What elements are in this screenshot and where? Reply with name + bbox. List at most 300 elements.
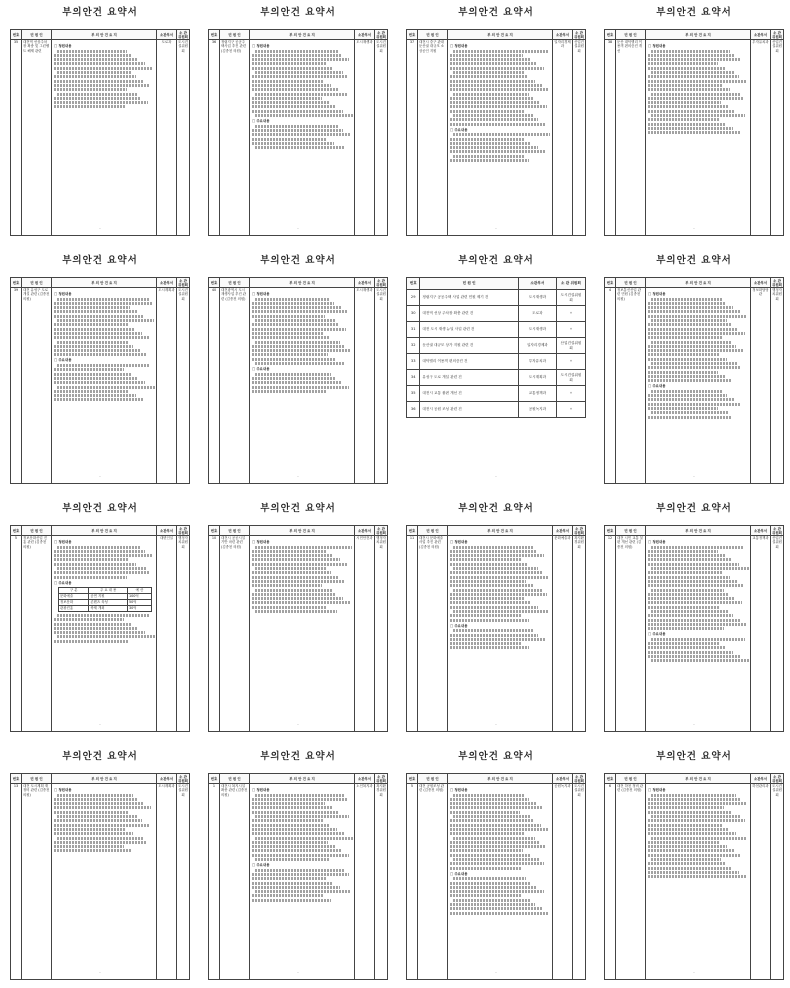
text-line	[252, 332, 323, 335]
cell-committee: 도시건설위원회	[177, 784, 190, 980]
text-line	[648, 862, 725, 865]
text-line	[57, 546, 141, 549]
column-header: 소 관 위원회	[772, 526, 782, 535]
table-row	[11, 288, 190, 484]
cell-committee: 산업건설위원회	[771, 40, 784, 236]
text-line	[648, 67, 725, 70]
column-header: 소 관 위원회	[376, 526, 386, 535]
cell-number: 13	[11, 784, 22, 980]
column-header: 번호	[209, 774, 220, 784]
text-line	[57, 93, 137, 96]
column-header: 번호	[605, 30, 616, 40]
text-line	[252, 841, 328, 844]
column-header: 부 의 안 건 요 지	[52, 526, 157, 536]
summary-table	[10, 29, 190, 236]
text-line	[453, 858, 540, 861]
text-line	[648, 798, 740, 801]
cell-committee: 도시건설위원회	[556, 290, 585, 306]
mini-cell: 공연 지원	[89, 593, 128, 599]
section-label: □ 주요내용	[252, 367, 270, 372]
text-line	[651, 659, 750, 662]
text-line	[651, 815, 741, 818]
text-line	[450, 54, 523, 57]
text-line	[252, 353, 328, 356]
text-line	[648, 403, 741, 406]
text-line	[648, 584, 744, 587]
text-line	[450, 84, 542, 87]
column-header: 소 관 위원회	[178, 526, 188, 535]
text-line	[255, 341, 340, 344]
column-header: 부 의 안 건 요 지	[646, 774, 751, 784]
text-line	[252, 323, 339, 326]
section-label: □ 주요내용	[450, 871, 468, 876]
text-line	[648, 118, 719, 121]
cell-petitioner: 대전시 공원 조성 관련 건	[420, 402, 518, 418]
text-line	[648, 310, 740, 313]
column-header: 번호	[11, 774, 22, 784]
text-line	[54, 550, 145, 553]
cell-summary	[52, 784, 157, 980]
section-label: □ 주요내용	[648, 384, 666, 389]
text-line	[252, 386, 349, 389]
text-line	[255, 93, 348, 96]
text-line	[54, 798, 137, 801]
table-header-row	[407, 774, 586, 784]
column-header: 번호	[11, 30, 22, 40]
column-header: 부 의 안 건 요 지	[250, 774, 355, 784]
text-line	[450, 580, 526, 583]
cell-summary	[646, 288, 751, 484]
page-number: -	[99, 722, 101, 727]
cell-petitioner: 정림지구 공공주택 사업 관련 민원 제기 건	[420, 290, 518, 306]
text-line	[450, 75, 528, 78]
text-line	[54, 802, 144, 805]
cell-dept: 공원녹지과	[518, 402, 556, 418]
text-line	[648, 802, 747, 805]
column-header: 부 의 안 건 요 지	[52, 30, 157, 40]
column-header: 부 의 안 건 요 지	[448, 30, 553, 40]
text-line	[252, 601, 350, 604]
text-line	[54, 811, 128, 814]
text-line	[450, 97, 533, 100]
column-header: 소관부서	[553, 30, 573, 40]
text-line	[255, 567, 327, 570]
text-line	[648, 345, 736, 348]
text-line	[648, 323, 731, 326]
cell-number: 36	[209, 40, 220, 236]
text-line	[450, 571, 542, 574]
summary-table	[604, 277, 784, 484]
text-line	[54, 345, 133, 348]
budget-table	[58, 587, 152, 612]
text-line	[54, 323, 128, 326]
table-header-row	[407, 526, 586, 536]
cell-committee: 도시건설위원회	[556, 370, 585, 386]
text-line	[255, 114, 353, 117]
text-line	[648, 75, 739, 78]
cell-number: 12	[605, 536, 616, 732]
text-line	[252, 306, 341, 309]
table-row	[209, 536, 388, 732]
text-line	[54, 554, 152, 557]
column-header: 소관부서	[751, 278, 771, 288]
text-line	[252, 828, 337, 831]
cell-petitioner: 대전 도시계획 재정비 관련 (김종천 의원)	[22, 784, 52, 980]
text-line	[648, 563, 739, 566]
text-line	[57, 815, 138, 818]
text-line	[450, 819, 534, 822]
column-header: 소 관 위원회	[178, 278, 188, 287]
table-header-row	[605, 278, 784, 288]
text-line	[651, 794, 736, 797]
document-page	[406, 498, 586, 730]
cell-number: 4	[605, 288, 616, 484]
text-line	[57, 837, 143, 840]
text-line	[648, 62, 718, 65]
column-header: 민 원 인	[22, 774, 52, 784]
text-line	[453, 794, 525, 797]
text-line	[648, 366, 741, 369]
column-header: 소관부서	[553, 526, 573, 536]
column-header: 번호	[407, 278, 420, 290]
text-line	[252, 67, 333, 70]
column-header: 민 원 인	[616, 526, 646, 536]
text-line	[651, 837, 746, 840]
column-header: 민 원 인	[22, 526, 52, 536]
text-line	[450, 118, 538, 121]
text-line	[57, 319, 154, 322]
text-line	[54, 54, 131, 57]
text-line	[648, 328, 738, 331]
text-line	[252, 302, 334, 305]
page-title: 부의안건 요약서	[458, 7, 534, 18]
text-line	[648, 84, 723, 87]
text-line	[252, 328, 346, 331]
text-line	[252, 832, 344, 835]
text-line	[450, 58, 530, 61]
text-line	[255, 890, 350, 893]
column-header: 부 의 안 건 요 지	[52, 278, 157, 288]
document-page	[10, 498, 190, 730]
text-line	[648, 811, 731, 814]
cell-no: 35	[407, 386, 420, 402]
summary-table	[208, 29, 388, 236]
text-line	[54, 576, 127, 579]
text-line	[648, 845, 727, 848]
cell-dept: 투자유치과	[518, 354, 556, 370]
cell-summary	[250, 288, 355, 484]
text-line	[648, 407, 718, 410]
text-line	[450, 80, 535, 83]
text-line	[648, 349, 743, 352]
text-line	[252, 802, 325, 805]
text-line	[57, 386, 155, 389]
mini-cell: 문화예술	[59, 593, 89, 599]
text-line	[450, 550, 537, 553]
section-label: □ 주요내용	[450, 127, 468, 132]
cell-summary	[646, 784, 751, 980]
cell-number: 39	[11, 288, 22, 484]
text-line	[648, 646, 726, 649]
text-line	[648, 875, 746, 878]
cell-number: 6	[605, 784, 616, 980]
text-line	[252, 101, 329, 104]
cell-petitioner: 정림지구 공공주택사업 추진 관련 (김종천 의원)	[220, 40, 250, 236]
text-line	[255, 869, 345, 872]
text-line	[648, 54, 734, 57]
text-line	[648, 375, 725, 378]
table-header-row	[605, 774, 784, 784]
page-number: -	[99, 226, 101, 231]
text-line	[450, 563, 528, 566]
cell-summary	[448, 784, 553, 980]
text-line	[450, 123, 545, 126]
text-line	[252, 550, 326, 553]
cell-department: 노인복지과	[355, 784, 375, 980]
column-header: 민 원 인	[616, 278, 646, 288]
document-page	[604, 250, 784, 482]
cell-petitioner: 대전역 선상 주차장 확충 관련 건	[420, 306, 518, 322]
summary-table	[10, 525, 190, 732]
text-line	[648, 88, 730, 91]
text-line	[252, 597, 343, 600]
text-line	[450, 606, 538, 609]
text-line	[252, 315, 325, 318]
text-line	[648, 597, 735, 600]
text-line	[648, 353, 720, 356]
text-line	[255, 546, 352, 549]
cell-number: 35	[11, 40, 22, 236]
text-line	[450, 597, 524, 600]
document-page	[10, 2, 190, 234]
summary-table	[208, 773, 388, 980]
section-label: □ 청원내용	[252, 292, 270, 296]
text-line	[54, 84, 150, 87]
section-label: □ 청원내용	[648, 44, 666, 48]
column-header: 부 의 안 건 요 지	[250, 278, 355, 288]
cell-petitioner: 대전시 문화예술 사업 추진 관련 (김종천 의원)	[418, 536, 448, 732]
text-line	[54, 80, 143, 83]
document-page	[10, 250, 190, 482]
text-line	[450, 894, 521, 897]
section-label: □ 청원내용	[450, 44, 468, 48]
text-line	[648, 105, 728, 108]
column-header: 민 원 인	[418, 774, 448, 784]
text-line	[54, 806, 151, 809]
text-line	[252, 563, 347, 566]
cell-petitioner: 대전 하천 정비 관련 (김종천 의원)	[616, 784, 646, 980]
summary-table	[604, 29, 784, 236]
column-header: 소관부서	[157, 526, 177, 536]
cell-department: 정보화담당관	[751, 288, 771, 484]
text-line	[648, 832, 736, 835]
column-header: 소 관 위원회	[574, 30, 584, 39]
cell-committee: 복지환경위원회	[375, 784, 388, 980]
section-label: □ 주요내용	[252, 119, 270, 124]
text-line	[450, 67, 544, 70]
cell-dept: 교통정책과	[518, 386, 556, 402]
text-line	[54, 571, 150, 574]
page-number: -	[693, 474, 695, 479]
text-line	[255, 146, 344, 149]
table-row	[407, 784, 586, 980]
text-line	[57, 298, 149, 301]
text-line	[57, 614, 150, 617]
page-title: 부의안건 요약서	[62, 503, 138, 514]
cell-committee: 〃	[556, 354, 585, 370]
text-line	[252, 845, 335, 848]
text-line	[648, 619, 740, 622]
page-number: -	[693, 722, 695, 727]
column-header: 번호	[11, 526, 22, 536]
document-page	[208, 498, 388, 730]
text-line	[453, 567, 538, 570]
text-line	[54, 618, 124, 621]
text-line	[648, 416, 732, 419]
text-line	[54, 377, 138, 380]
text-line	[648, 101, 721, 104]
text-line	[453, 155, 525, 158]
text-line	[54, 381, 145, 384]
page-title: 부의안건 요약서	[656, 503, 732, 514]
text-line	[651, 114, 745, 117]
cell-department: 하천관리과	[751, 784, 771, 980]
text-line	[453, 50, 549, 53]
text-line	[450, 619, 529, 622]
summary-table	[604, 525, 784, 732]
page-number: -	[495, 970, 497, 975]
text-line	[648, 336, 722, 339]
cell-summary	[646, 536, 751, 732]
text-line	[450, 62, 537, 65]
text-line	[648, 580, 737, 583]
text-line	[54, 398, 143, 401]
cell-department: 공원녹지과	[553, 784, 573, 980]
cell-petitioner: 대전시 중구 관내 둔산권 대규모 소상공인 지원	[418, 40, 448, 236]
text-line	[54, 105, 125, 108]
text-line	[648, 394, 727, 397]
text-line	[648, 306, 733, 309]
cell-summary	[448, 40, 553, 236]
page-title: 부의안건 요약서	[458, 255, 534, 266]
document-page	[406, 250, 586, 482]
cell-no: 31	[407, 322, 420, 338]
text-line	[252, 84, 331, 87]
summary-table	[406, 773, 586, 980]
text-line	[252, 824, 330, 827]
cell-committee: 복지환경위원회	[573, 536, 586, 732]
summary-table	[10, 773, 190, 980]
column-header: 소관부서	[751, 526, 771, 536]
mini-header-cell: 주 요 내 용	[89, 587, 128, 593]
text-line	[648, 80, 746, 83]
table-row	[407, 290, 586, 306]
text-line	[651, 341, 732, 344]
text-line	[252, 580, 345, 583]
column-header: 민 원 인	[220, 526, 250, 536]
column-header: 번호	[605, 774, 616, 784]
section-label: □ 청원내용	[54, 540, 72, 544]
text-line	[450, 854, 530, 857]
column-header: 부 의 안 건 요 지	[448, 526, 553, 536]
page-title: 부의안건 요약서	[656, 751, 732, 762]
text-line	[453, 133, 550, 136]
text-line	[255, 373, 331, 376]
text-line	[450, 634, 538, 637]
cell-summary	[646, 40, 751, 236]
text-line	[255, 125, 339, 128]
cell-dept: 도시계획과	[518, 370, 556, 386]
column-header: 민 원 인	[22, 30, 52, 40]
text-line	[453, 114, 534, 117]
cell-department: 일자리경제과	[553, 40, 573, 236]
text-line	[453, 629, 534, 632]
text-line	[450, 105, 547, 108]
text-line	[252, 849, 342, 852]
column-header: 번호	[407, 30, 418, 40]
cell-committee: 도시건설위원회	[375, 288, 388, 484]
section-label: □ 청원내용	[450, 788, 468, 792]
section-label: □ 청원내용	[450, 540, 468, 544]
cell-department: 도로과	[157, 40, 177, 236]
text-line	[648, 593, 728, 596]
column-header: 소 관 위원회	[772, 30, 782, 39]
text-line	[57, 794, 133, 797]
text-line	[252, 142, 334, 145]
text-line	[252, 584, 322, 587]
page-number: -	[693, 970, 695, 975]
text-line	[648, 614, 733, 617]
page-title: 부의안건 요약서	[656, 7, 732, 18]
cell-committee: 〃	[556, 306, 585, 322]
cell-petitioner: 정보문화산업 진흥 관련 (김종천 의원)	[22, 536, 52, 732]
text-line	[252, 97, 322, 100]
document-page	[208, 2, 388, 234]
column-header: 부 의 안 건 요 지	[646, 526, 751, 536]
section-label: □ 청원내용	[648, 540, 666, 544]
column-header: 소 관 위원회	[376, 774, 386, 783]
text-line	[648, 824, 722, 827]
text-line	[450, 798, 529, 801]
text-line	[54, 328, 135, 331]
text-line	[54, 640, 129, 643]
column-header: 소관부서	[157, 278, 177, 288]
text-line	[54, 302, 153, 305]
text-line	[651, 858, 721, 861]
text-line	[450, 576, 549, 579]
summary-table	[10, 277, 190, 484]
text-line	[252, 349, 351, 352]
text-line	[252, 75, 347, 78]
text-line	[450, 849, 523, 852]
text-line	[648, 627, 724, 630]
text-line	[648, 131, 740, 134]
cell-number: 38	[605, 40, 616, 236]
text-line	[54, 336, 149, 339]
text-line	[252, 806, 332, 809]
cell-no: 29	[407, 290, 420, 306]
cell-petitioner: 대전시 공공시설 기반 마련 관련 (김종천 의원)	[220, 536, 250, 732]
table-row	[605, 40, 784, 236]
cell-dept: 도시재생과	[518, 290, 556, 306]
text-line	[450, 811, 520, 814]
page-title: 부의안건 요약서	[458, 503, 534, 514]
text-line	[252, 558, 340, 561]
text-line	[54, 631, 145, 634]
column-header: 소 관 위원회	[772, 774, 782, 783]
cell-committee: 도시건설위원회	[573, 784, 586, 980]
text-line	[54, 62, 145, 65]
